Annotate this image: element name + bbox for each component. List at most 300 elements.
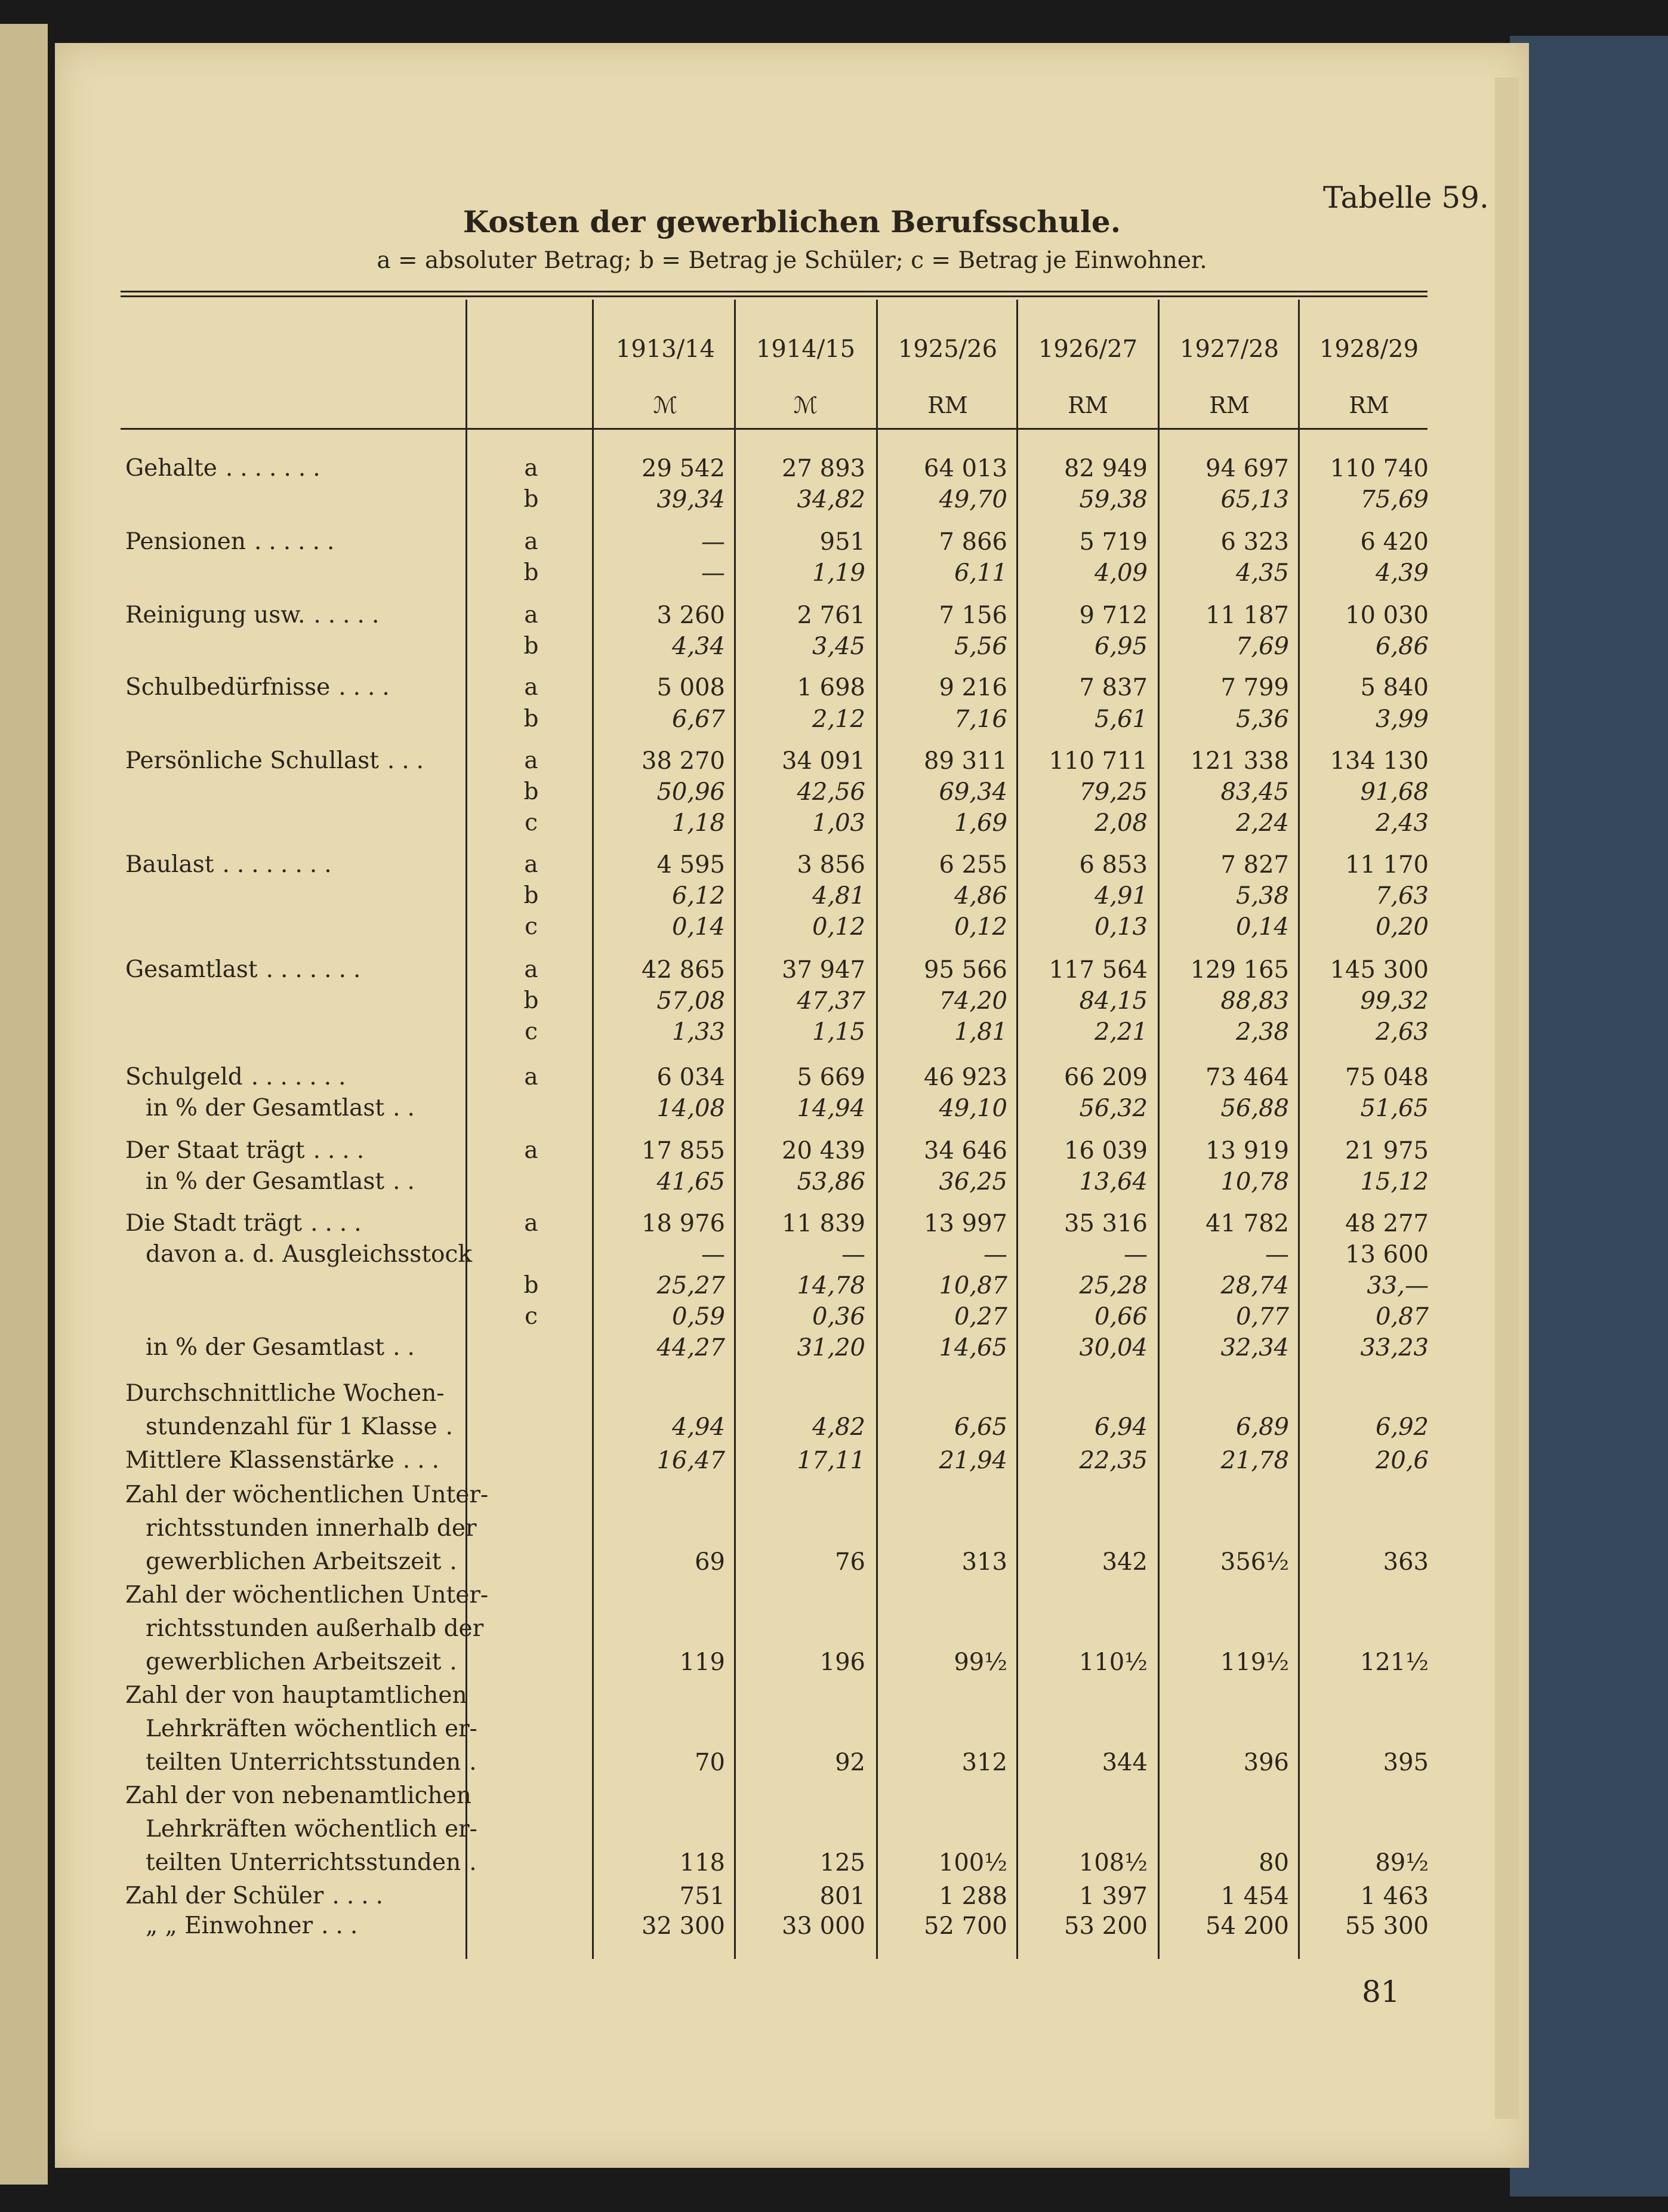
row-label-text: Lehrkräften wöchentlich er- <box>146 1715 477 1742</box>
table-cell: 6,11 <box>954 559 1007 587</box>
table-cell: 46 923 <box>924 1064 1007 1091</box>
table-cell: 1,33 <box>671 1018 725 1046</box>
table-cell: 69 <box>695 1548 725 1576</box>
row-label <box>125 528 341 555</box>
table-cell: 84,15 <box>1079 987 1148 1015</box>
table-cell: 5 008 <box>656 674 725 701</box>
row-key: c <box>525 1018 538 1045</box>
table-cell: 41 782 <box>1205 1210 1289 1237</box>
row-label <box>146 1334 422 1361</box>
row-label-text: Mittlere Klassenstärke <box>125 1447 394 1474</box>
row-label-text: Zahl der Schüler <box>125 1883 324 1909</box>
row-label-text: Persönliche Schullast <box>125 747 379 774</box>
table-cell: 121 338 <box>1190 747 1289 775</box>
table-cell: 0,20 <box>1375 913 1429 941</box>
table-cell: 2,21 <box>1094 1018 1148 1046</box>
table-cell: 5 719 <box>1079 528 1148 556</box>
table-cell: 64 013 <box>924 455 1007 482</box>
table-cell: 29 542 <box>642 455 725 482</box>
row-label <box>125 1064 353 1090</box>
row-label-text: Gesamtlast <box>125 956 258 983</box>
leader-dots: ....... <box>251 1064 353 1090</box>
table-cell: 2,38 <box>1235 1018 1289 1046</box>
table-cell: 82 949 <box>1064 455 1148 482</box>
table-cell: 4,82 <box>812 1413 865 1441</box>
table-cell: 57,08 <box>656 987 725 1015</box>
row-label <box>146 1515 477 1542</box>
table-cell: 119½ <box>1220 1649 1289 1676</box>
table-cell: 14,65 <box>939 1334 1007 1361</box>
row-label-text: Zahl der von hauptamtlichen <box>125 1682 467 1709</box>
row-label <box>125 1582 488 1609</box>
table-cell: 79,25 <box>1079 778 1148 806</box>
table-cell: 41,65 <box>656 1168 725 1196</box>
table-cell: 21 975 <box>1345 1137 1429 1164</box>
table-cell: 7 156 <box>939 602 1007 629</box>
table-cell: 17 855 <box>642 1137 725 1164</box>
table-cell: 6,94 <box>1094 1413 1148 1441</box>
table-cell: 47,37 <box>797 987 865 1015</box>
row-label-text: richtsstunden außerhalb der <box>146 1615 484 1642</box>
table-cell: 66 209 <box>1064 1064 1148 1091</box>
table-cell: 2,63 <box>1375 1018 1429 1046</box>
table-cell: 395 <box>1383 1749 1429 1776</box>
table-cell: 74,20 <box>939 987 1007 1015</box>
table-cell: 53,86 <box>797 1168 865 1196</box>
table-cell: 145 300 <box>1330 956 1429 984</box>
table-cell: 6,89 <box>1235 1413 1289 1441</box>
table-cell: 20,6 <box>1375 1447 1429 1474</box>
top-rule-double <box>121 295 1427 297</box>
leader-dots: .. <box>393 1168 422 1195</box>
table-cell: 5,38 <box>1235 882 1289 910</box>
table-cell: 4 595 <box>656 851 725 879</box>
table-cell: 49,10 <box>939 1095 1007 1122</box>
row-label-text: Reinigung usw. <box>125 602 306 629</box>
table-cell: 13,64 <box>1079 1168 1148 1196</box>
table-cell: 13 600 <box>1345 1241 1429 1268</box>
table-cell: 313 <box>961 1548 1007 1576</box>
table-cell: 49,70 <box>939 486 1007 513</box>
table-cell: 4,39 <box>1375 559 1429 587</box>
leader-dots: .... <box>313 1137 372 1164</box>
table-cell: 1,19 <box>812 559 865 587</box>
leader-dots: .... <box>310 1210 369 1237</box>
table-cell: 1 698 <box>797 674 865 701</box>
table-cell: 0,27 <box>954 1303 1007 1330</box>
table-cell: 9 216 <box>939 674 1007 701</box>
row-key: b <box>523 987 539 1014</box>
row-label-text: richtsstunden innerhalb der <box>146 1515 477 1542</box>
table-cell: 55 300 <box>1345 1912 1429 1940</box>
table-cell: 396 <box>1243 1749 1289 1776</box>
table-cell: 80 <box>1259 1849 1289 1877</box>
leader-dots: ....... <box>266 956 368 983</box>
table-cell: 2,12 <box>812 706 865 733</box>
row-key: b <box>523 633 539 660</box>
table-cell: 30,04 <box>1079 1334 1148 1361</box>
column-year: 1914/15 <box>756 335 856 363</box>
table-cell: 6,92 <box>1375 1413 1429 1441</box>
row-label <box>125 1447 446 1474</box>
table-cell: 18 976 <box>642 1210 725 1237</box>
table-cell: 37 947 <box>782 956 865 984</box>
row-key: b <box>523 778 539 805</box>
row-label <box>125 674 397 701</box>
table-cell: 20 439 <box>782 1137 865 1164</box>
row-label <box>125 1137 371 1164</box>
row-key: b <box>523 882 539 909</box>
row-key: b <box>523 486 539 513</box>
row-label-text: Schulbedürfnisse <box>125 674 331 701</box>
column-year: 1925/26 <box>898 335 998 363</box>
table-cell: 108½ <box>1078 1849 1148 1877</box>
row-label-text: Der Staat trägt <box>125 1137 305 1164</box>
table-cell: 0,87 <box>1375 1303 1429 1330</box>
row-label <box>146 1849 484 1876</box>
row-key: b <box>523 559 539 586</box>
row-key: b <box>523 706 539 732</box>
row-label <box>125 1782 471 1809</box>
table-title: Kosten der gewerblichen Berufsschule. <box>463 204 1121 239</box>
row-label <box>125 1210 369 1237</box>
table-cell: 342 <box>1102 1548 1148 1576</box>
table-cell: 3 260 <box>656 602 725 629</box>
table-cell: 13 919 <box>1205 1137 1289 1164</box>
table-cell: 56,32 <box>1079 1095 1148 1122</box>
row-label-text: stundenzahl für 1 Klasse <box>146 1413 437 1440</box>
table-cell: 14,94 <box>797 1095 865 1122</box>
row-label-text: in % der Gesamtlast <box>146 1168 385 1195</box>
table-cell: 16,47 <box>656 1447 725 1474</box>
table-cell: 951 <box>819 528 865 556</box>
table-cell: 21,94 <box>939 1447 1007 1474</box>
table-cell: 42,56 <box>797 778 865 806</box>
table-cell: 129 165 <box>1190 956 1289 984</box>
book-cover-edge <box>1510 36 1668 2196</box>
table-cell: 6,65 <box>954 1413 1007 1441</box>
row-label <box>125 851 339 878</box>
table-cell: 31,20 <box>797 1334 865 1361</box>
leader-dots: . <box>469 1749 484 1776</box>
row-key: c <box>525 809 538 836</box>
table-cell: 16 039 <box>1064 1137 1148 1164</box>
table-cell: 2,24 <box>1235 809 1289 837</box>
table-cell: 5 669 <box>797 1064 865 1091</box>
row-key: a <box>524 851 538 878</box>
table-cell: 363 <box>1383 1548 1429 1576</box>
table-label: Tabelle 59. <box>1323 180 1489 215</box>
table-cell: 119 <box>679 1649 725 1676</box>
row-label-text: Zahl der von nebenamtlichen <box>125 1782 471 1809</box>
table-cell: 33,— <box>1367 1272 1429 1299</box>
row-key: a <box>524 1064 538 1090</box>
table-cell: 44,27 <box>656 1334 725 1361</box>
row-key: a <box>524 528 538 555</box>
table-cell: 0,59 <box>671 1303 725 1330</box>
table-cell: 2 761 <box>797 602 865 629</box>
row-label <box>146 1649 464 1675</box>
table-cell: 88,83 <box>1220 987 1289 1015</box>
row-label <box>125 1380 445 1407</box>
row-label-text: Lehrkräften wöchentlich er- <box>146 1816 477 1843</box>
table-cell: 34 646 <box>924 1137 1007 1164</box>
table-cell: 6 853 <box>1079 851 1148 879</box>
table-cell: 4,94 <box>671 1413 725 1441</box>
table-cell: 25,28 <box>1079 1272 1148 1299</box>
table-cell: 4,81 <box>812 882 865 910</box>
row-label <box>125 747 431 774</box>
table-cell: 10,87 <box>939 1272 1007 1299</box>
column-unit: RM <box>927 392 968 418</box>
table-cell: 134 130 <box>1330 747 1429 775</box>
leader-dots: .. <box>393 1334 422 1361</box>
table-cell: 0,12 <box>812 913 865 941</box>
row-key: c <box>525 913 538 940</box>
row-label <box>146 1241 472 1268</box>
row-label-text: teilten Unterrichtsstunden <box>146 1849 461 1876</box>
table-cell: 99,32 <box>1360 987 1429 1015</box>
table-cell: 5,61 <box>1094 706 1148 733</box>
left-page-edge <box>0 24 48 2185</box>
table-cell: — <box>701 559 725 587</box>
leader-dots: ... <box>402 1447 447 1474</box>
table-cell: 0,12 <box>954 913 1007 941</box>
row-label <box>125 602 386 629</box>
table-cell: 53 200 <box>1064 1912 1148 1940</box>
table-cell: 6 255 <box>939 851 1007 879</box>
row-label-text: davon a. d. Ausgleichsstock <box>146 1241 472 1268</box>
column-rule <box>592 300 594 1959</box>
row-label <box>125 1481 488 1508</box>
leader-dots: . <box>449 1548 464 1575</box>
leader-dots: ..... <box>313 602 387 629</box>
column-unit: RM <box>1349 392 1389 418</box>
table-cell: 27 893 <box>782 455 865 482</box>
table-cell: 6 420 <box>1360 528 1429 556</box>
table-cell: 5,36 <box>1235 706 1289 733</box>
row-label-text: Zahl der wöchentlichen Unter- <box>125 1582 489 1609</box>
table-cell: 7,63 <box>1375 882 1429 910</box>
table-cell: — <box>1265 1241 1289 1268</box>
table-cell: 13 997 <box>924 1210 1007 1237</box>
leader-dots: ... <box>321 1912 365 1939</box>
row-label <box>146 1413 460 1440</box>
table-cell: 70 <box>695 1749 725 1776</box>
table-cell: 110 711 <box>1049 747 1148 775</box>
table-cell: 32 300 <box>642 1912 725 1940</box>
leader-dots: ...... <box>254 528 342 555</box>
table-cell: 7,16 <box>954 706 1007 733</box>
table-cell: 0,77 <box>1235 1303 1289 1330</box>
table-cell: 69,34 <box>939 778 1007 806</box>
table-cell: 14,78 <box>797 1272 865 1299</box>
table-cell: 11 170 <box>1345 851 1429 879</box>
table-cell: 50,96 <box>656 778 725 806</box>
table-cell: 9 712 <box>1079 602 1148 629</box>
table-cell: 3,99 <box>1375 706 1429 733</box>
row-label-text: Schulgeld <box>125 1064 243 1090</box>
table-cell: 73 464 <box>1205 1064 1289 1091</box>
row-label-text: teilten Unterrichtsstunden <box>146 1749 461 1776</box>
table-cell: 1,15 <box>812 1018 865 1046</box>
table-cell: 34,82 <box>797 486 865 513</box>
table-cell: 118 <box>679 1849 725 1877</box>
table-cell: 344 <box>1102 1749 1148 1776</box>
leader-dots: . <box>445 1413 461 1440</box>
table-cell: 6 323 <box>1220 528 1289 556</box>
row-label-text: gewerblichen Arbeitszeit <box>146 1548 442 1575</box>
table-cell: 0,13 <box>1094 913 1148 941</box>
row-key: b <box>523 1272 539 1299</box>
table-cell: 0,36 <box>812 1303 865 1330</box>
page-number: 81 <box>1362 1974 1400 2009</box>
row-label <box>146 1168 422 1195</box>
table-cell: 38 270 <box>642 747 725 775</box>
table-cell: 39,34 <box>656 486 725 513</box>
row-key: a <box>524 1137 538 1164</box>
row-label-text: Zahl der wöchentlichen Unter- <box>125 1481 489 1508</box>
table-cell: 91,68 <box>1360 778 1429 806</box>
table-cell: 48 277 <box>1345 1210 1429 1237</box>
table-cell: 1 463 <box>1360 1883 1429 1910</box>
table-cell: 75,69 <box>1360 486 1429 513</box>
table-cell: 10,78 <box>1220 1168 1289 1196</box>
table-cell: 0,14 <box>671 913 725 941</box>
leader-dots: .... <box>332 1883 391 1909</box>
table-cell: 196 <box>819 1649 865 1676</box>
table-cell: 33,23 <box>1360 1334 1429 1361</box>
table-cell: 121½ <box>1359 1649 1429 1676</box>
table-cell: 42 865 <box>642 956 725 984</box>
table-cell: 4,34 <box>671 633 725 660</box>
row-label <box>125 455 328 482</box>
table-cell: — <box>1124 1241 1148 1268</box>
table-cell: 1 454 <box>1220 1883 1289 1910</box>
row-key: a <box>524 602 538 629</box>
table-cell: 117 564 <box>1049 956 1148 984</box>
row-label <box>146 1912 365 1939</box>
table-cell: 4,09 <box>1094 559 1148 587</box>
row-key: c <box>525 1303 538 1330</box>
row-label-text: Die Stadt trägt <box>125 1210 303 1237</box>
column-unit: RM <box>1068 392 1108 418</box>
table-subtitle: a = absoluter Betrag; b = Betrag je Schüler; c = Betrag je Einwohner. <box>377 247 1207 274</box>
table-cell: 110 740 <box>1330 455 1429 482</box>
row-label-text: gewerblichen Arbeitszeit <box>146 1649 442 1675</box>
table-cell: 7 866 <box>939 528 1007 556</box>
table-cell: 7 837 <box>1079 674 1148 701</box>
table-cell: 1 288 <box>939 1883 1007 1910</box>
header-rule <box>121 428 1427 430</box>
column-unit: ℳ <box>793 392 818 418</box>
leader-dots: .... <box>338 674 397 701</box>
row-label-text: Durchschnittliche Wochen- <box>125 1380 445 1407</box>
table-cell: 34 091 <box>782 747 865 775</box>
table-cell: 17,11 <box>797 1447 865 1474</box>
table-cell: 28,74 <box>1220 1272 1289 1299</box>
table-cell: 11 187 <box>1205 602 1289 629</box>
table-cell: 7 827 <box>1220 851 1289 879</box>
table-cell: 59,38 <box>1079 486 1148 513</box>
table-cell: 94 697 <box>1205 455 1289 482</box>
table-cell: 356½ <box>1220 1548 1289 1576</box>
table-cell: 33 000 <box>782 1912 865 1940</box>
table-cell: 0,14 <box>1235 913 1289 941</box>
column-unit: ℳ <box>653 392 678 418</box>
table-cell: 36,25 <box>939 1168 1007 1196</box>
leader-dots: ... <box>387 747 431 774</box>
row-key: a <box>524 674 538 701</box>
table-cell: 100½ <box>938 1849 1007 1877</box>
column-year: 1926/27 <box>1038 335 1138 363</box>
row-label <box>125 1682 467 1709</box>
table-cell: 7,69 <box>1235 633 1289 660</box>
table-cell: 4,86 <box>954 882 1007 910</box>
table-cell: 21,78 <box>1220 1447 1289 1474</box>
table-cell: 2,43 <box>1375 809 1429 837</box>
row-label <box>125 1883 390 1909</box>
table-cell: 5,56 <box>954 633 1007 660</box>
table-cell: 54 200 <box>1205 1912 1289 1940</box>
table-cell: 92 <box>835 1749 865 1776</box>
table-cell: 83,45 <box>1220 778 1289 806</box>
table-cell: 4,35 <box>1235 559 1289 587</box>
table-cell: 5 840 <box>1360 674 1429 701</box>
table-cell: 65,13 <box>1220 486 1289 513</box>
table-cell: 3 856 <box>797 851 865 879</box>
leader-dots: . <box>449 1649 464 1675</box>
row-key: a <box>524 455 538 482</box>
table-cell: 14,08 <box>656 1095 725 1122</box>
page-edge <box>1495 78 1519 2119</box>
table-cell: 6,86 <box>1375 633 1429 660</box>
table-cell: 7 799 <box>1220 674 1289 701</box>
table-cell: 15,12 <box>1360 1168 1429 1196</box>
row-label <box>146 1548 464 1575</box>
column-year: 1927/28 <box>1179 335 1279 363</box>
table-cell: 1,18 <box>671 809 725 837</box>
table-cell: 10 030 <box>1345 602 1429 629</box>
column-year: 1928/29 <box>1319 335 1419 363</box>
table-cell: 1,81 <box>954 1018 1007 1046</box>
row-key: a <box>524 956 538 983</box>
row-label <box>146 1816 477 1843</box>
table-cell: — <box>701 1241 725 1268</box>
table-cell: 32,34 <box>1220 1334 1289 1361</box>
row-label-text: Pensionen <box>125 528 246 555</box>
table-cell: 52 700 <box>924 1912 1007 1940</box>
column-rule <box>465 300 467 1959</box>
row-label <box>146 1715 477 1742</box>
top-rule <box>121 291 1427 292</box>
column-unit: RM <box>1209 392 1250 418</box>
table-cell: 1 397 <box>1079 1883 1148 1910</box>
table-cell: 51,65 <box>1360 1095 1429 1122</box>
table-cell: 56,88 <box>1220 1095 1289 1122</box>
table-cell: 76 <box>835 1548 865 1576</box>
table-cell: 2,08 <box>1094 809 1148 837</box>
table-cell: 4,91 <box>1094 882 1148 910</box>
table-cell: — <box>841 1241 865 1268</box>
table-cell: 801 <box>819 1883 865 1910</box>
row-label-text: Gehalte <box>125 455 217 482</box>
table-cell: 125 <box>819 1849 865 1877</box>
table-cell: 3,45 <box>812 633 865 660</box>
table-cell: — <box>983 1241 1007 1268</box>
table-cell: 6,67 <box>671 706 725 733</box>
table-cell: 110½ <box>1078 1649 1148 1676</box>
